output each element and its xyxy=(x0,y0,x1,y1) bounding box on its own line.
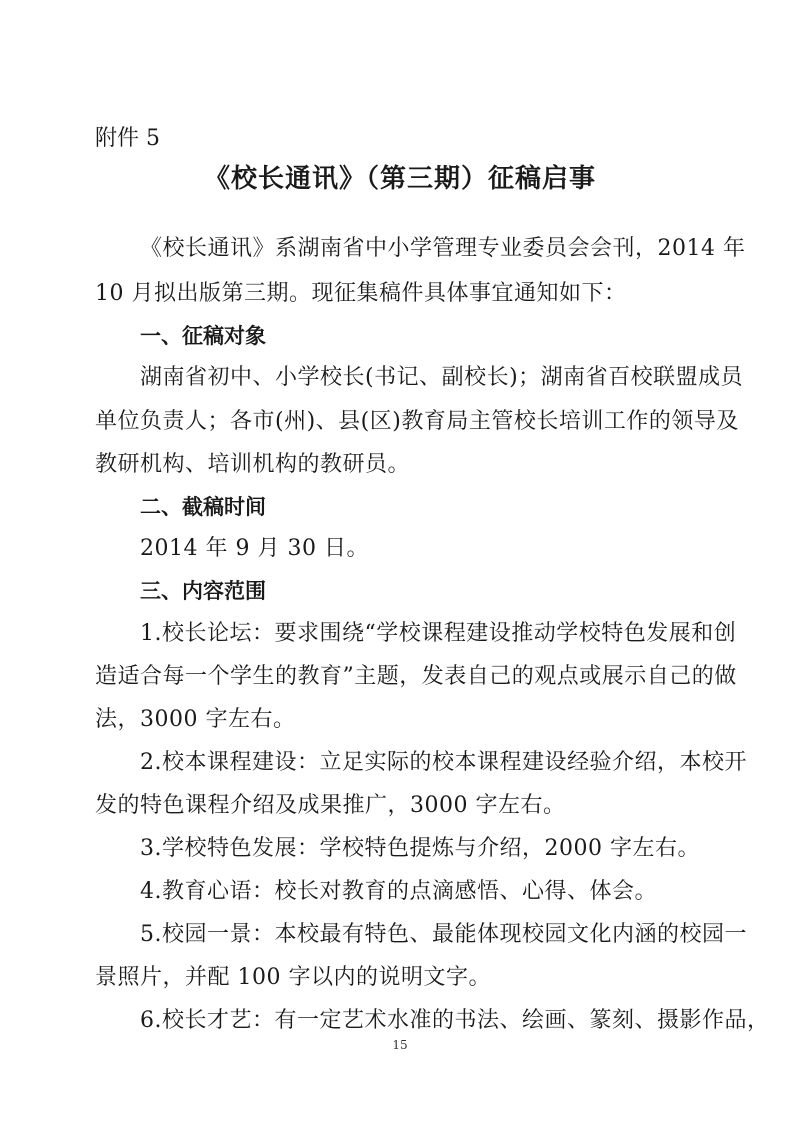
scope-item-2-line-2: 发的特色课程介绍及成果推广，3000 字左右。 xyxy=(95,793,566,818)
scope-item-5-line-2: 景照片，并配 100 字以内的说明文字。 xyxy=(95,965,491,990)
scope-item-1-line-3: 法，3000 字左右。 xyxy=(95,707,296,732)
section-heading-scope: 三、内容范围 xyxy=(140,578,266,603)
intro-line-2: 10 月拟出版第三期。现征集稿件具体事宜通知如下： xyxy=(95,281,627,306)
scope-item-3-line-1: 3.学校特色发展：学校特色提炼与介绍，2000 字左右。 xyxy=(140,836,700,861)
document-title: 《校长通讯》（第三期）征稿启事 xyxy=(203,164,596,194)
section-heading-targets: 一、征稿对象 xyxy=(140,323,266,348)
attachment-label: 附件 5 xyxy=(95,126,160,151)
page-number: 15 xyxy=(392,1038,408,1052)
scope-item-5-line-1: 5.校园一景：本校最有特色、最能体现校园文化内涵的校园一 xyxy=(140,922,747,947)
targets-line-3: 教研机构、培训机构的教研员。 xyxy=(95,452,411,477)
scope-item-4-line-1: 4.教育心语：校长对教育的点滴感悟、心得、体会。 xyxy=(140,879,657,904)
scope-item-6-line-1: 6.校长才艺：有一定艺术水准的书法、绘画、篆刻、摄影作品， xyxy=(140,1008,770,1033)
intro-line-1: 《校长通讯》系湖南省中小学管理专业委员会会刊，2014 年 xyxy=(140,236,746,261)
targets-line-1: 湖南省初中、小学校长(书记、副校长)；湖南省百校联盟成员 xyxy=(140,365,744,390)
scope-item-1-line-1: 1.校长论坛：要求围绕“学校课程建设推动学校特色发展和创 xyxy=(140,621,737,646)
targets-line-2: 单位负责人；各市(州)、县(区)教育局主管校长培训工作的领导及 xyxy=(95,409,739,434)
section-heading-deadline: 二、截稿时间 xyxy=(140,494,266,519)
scope-item-2-line-1: 2.校本课程建设：立足实际的校本课程建设经验介绍，本校开 xyxy=(140,750,747,775)
scope-item-1-line-2: 造适合每一个学生的教育”主题，发表自己的观点或展示自己的做 xyxy=(95,664,737,689)
deadline-line-1: 2014 年 9 月 30 日。 xyxy=(140,536,369,561)
